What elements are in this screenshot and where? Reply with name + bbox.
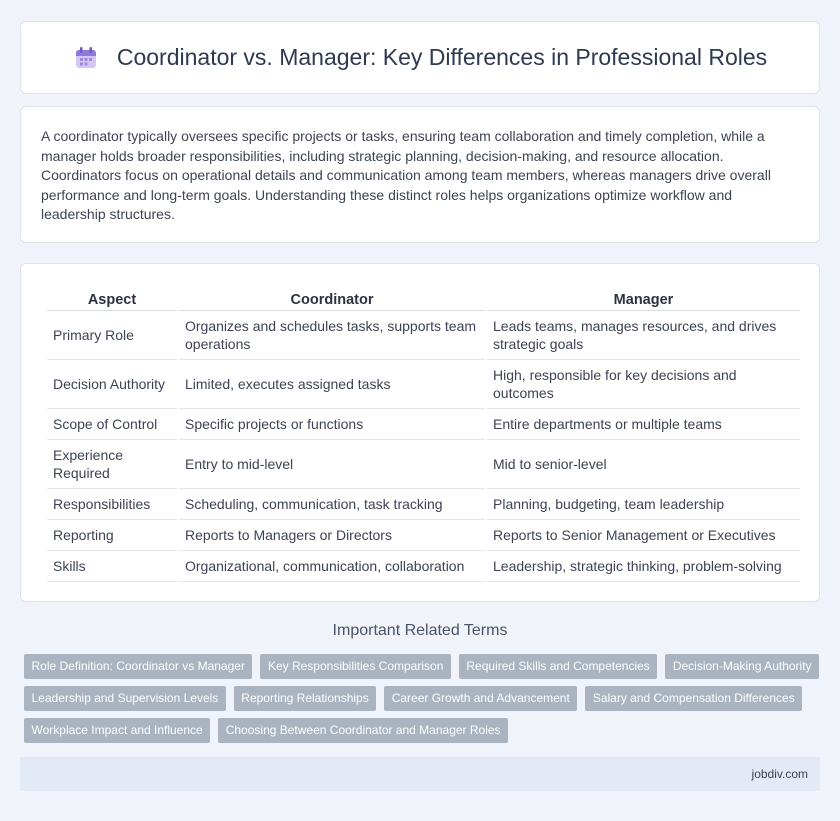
title-wrap	[73, 44, 767, 71]
table-row	[47, 360, 800, 409]
table-row	[47, 520, 800, 551]
table-row	[47, 489, 800, 520]
footer-site[interactable]: jobdiv.com	[751, 767, 808, 781]
footer	[20, 757, 820, 791]
cell-coordinator: Organizational, communication, collaboration	[179, 551, 485, 582]
cell-manager: Entire departments or multiple teams	[487, 409, 800, 440]
cell-aspect: Responsibilities	[47, 489, 177, 520]
related-tag[interactable]: Key Responsibilities Comparison	[260, 654, 450, 679]
table-row	[47, 551, 800, 582]
cell-aspect: Experience Required	[47, 440, 177, 489]
cell-coordinator: Scheduling, communication, task tracking	[179, 489, 485, 520]
cell-coordinator: Reports to Managers or Directors	[179, 520, 485, 551]
cell-manager: Leads teams, manages resources, and drives strategic goals	[487, 311, 800, 360]
table-row	[47, 311, 800, 360]
related-tag[interactable]: Required Skills and Competencies	[459, 654, 657, 679]
header-coordinator: Coordinator	[179, 281, 485, 311]
intro-card	[20, 106, 820, 243]
cell-aspect: Reporting	[47, 520, 177, 551]
cell-aspect: Skills	[47, 551, 177, 582]
related-tag[interactable]: Role Definition: Coordinator vs Manager	[24, 654, 252, 679]
related-tag[interactable]: Decision-Making Authority	[665, 654, 819, 679]
cell-aspect: Primary Role	[47, 311, 177, 360]
table-row	[47, 409, 800, 440]
related-tag[interactable]: Leadership and Supervision Levels	[24, 686, 226, 711]
cell-coordinator: Limited, executes assigned tasks	[179, 360, 485, 409]
related-tag[interactable]: Choosing Between Coordinator and Manager Roles	[218, 718, 508, 743]
related-terms-tags	[24, 654, 824, 743]
cell-coordinator: Organizes and schedules tasks, supports team operations	[179, 311, 485, 360]
intro-paragraph: A coordinator typically oversees specific projects or tasks, ensuring team collaboration and timely completion, while a manager holds broader responsibilities, including strategic planning, decision-making, and resource allocation. Coordinators focus on operational details and communication among team members, whereas managers drive overall performance and long-term goals. Understanding these distinct roles helps organizations optimize workflow and leadership structures.	[41, 128, 771, 222]
comparison-table	[45, 281, 802, 582]
cell-manager: High, responsible for key decisions and outcomes	[487, 360, 800, 409]
table-header-row	[47, 281, 800, 311]
header-aspect: Aspect	[47, 281, 177, 311]
related-tag[interactable]: Workplace Impact and Influence	[24, 718, 210, 743]
calendar-icon	[73, 45, 99, 71]
cell-aspect: Decision Authority	[47, 360, 177, 409]
related-tag[interactable]: Salary and Compensation Differences	[585, 686, 802, 711]
header-card	[20, 21, 820, 94]
page-title: Coordinator vs. Manager: Key Differences in Professional Roles	[116, 44, 768, 70]
cell-manager: Reports to Senior Management or Executives	[487, 520, 800, 551]
cell-coordinator: Entry to mid-level	[179, 440, 485, 489]
cell-manager: Mid to senior-level	[487, 440, 800, 489]
related-terms-title: Important Related Terms	[332, 622, 508, 639]
cell-manager: Planning, budgeting, team leadership	[487, 489, 800, 520]
cell-coordinator: Specific projects or functions	[179, 409, 485, 440]
comparison-table-card	[20, 263, 820, 602]
related-tag[interactable]: Reporting Relationships	[234, 686, 376, 711]
cell-manager: Leadership, strategic thinking, problem-solving	[487, 551, 800, 582]
cell-aspect: Scope of Control	[47, 409, 177, 440]
table-row	[47, 440, 800, 489]
related-tag[interactable]: Career Growth and Advancement	[384, 686, 577, 711]
header-manager: Manager	[487, 281, 800, 311]
